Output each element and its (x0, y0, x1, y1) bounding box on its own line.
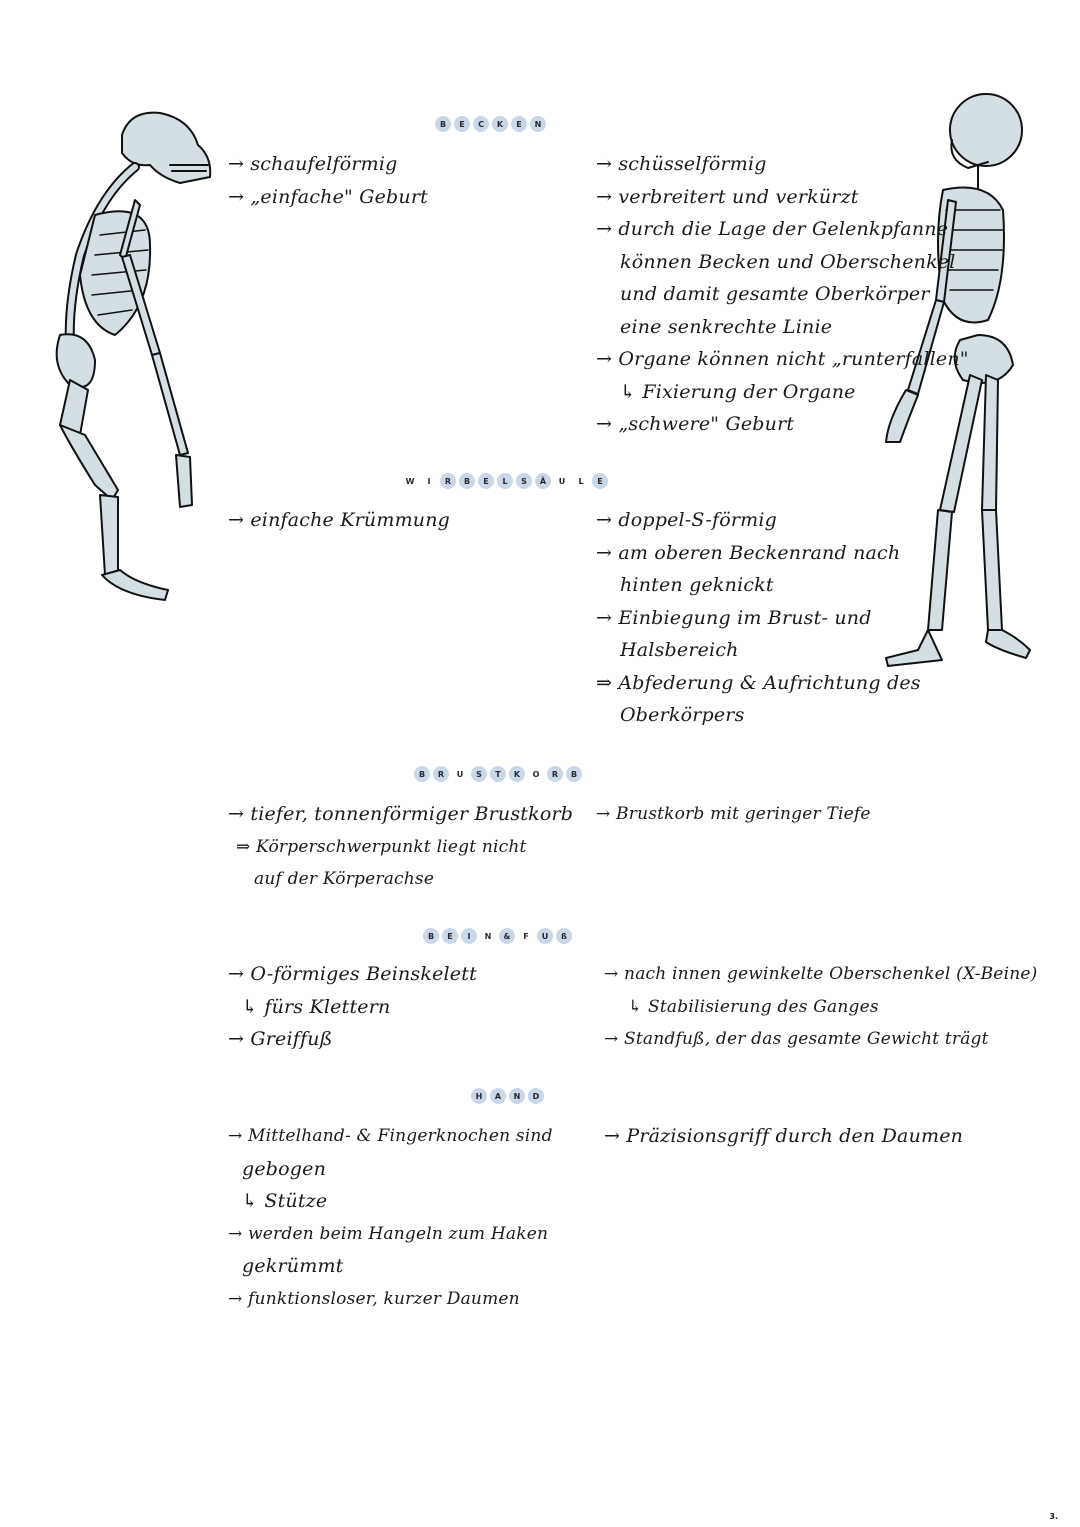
heading-letter: N (509, 1088, 525, 1104)
ape-skeleton-illustration (40, 105, 220, 615)
heading-letter: R (433, 766, 449, 782)
wirbelsaeule-ape-notes (228, 504, 450, 537)
note-line: ⇒ Abfederung & Aufrichtung des (596, 671, 921, 694)
note-line: ↳ Stütze (242, 1190, 328, 1212)
wirbelsaeule-human-notes (596, 504, 921, 732)
heading-becken (435, 116, 546, 132)
heading-letter: F (523, 931, 529, 941)
heading-letter: ß (556, 928, 572, 944)
heading-letter: & (499, 928, 515, 944)
note-line: → werden beim Hangeln zum Haken (228, 1223, 549, 1244)
heading-letter: B (566, 766, 582, 782)
brustkorb-ape-notes (228, 798, 573, 896)
heading-letter: S (516, 473, 532, 489)
heading-letter: L (578, 476, 584, 486)
heading-letter: D (528, 1088, 544, 1104)
heading-letter: T (490, 766, 506, 782)
heading-letter: I (461, 928, 477, 944)
heading-letter: U (537, 928, 553, 944)
note-line: ↳ Fixierung der Organe (620, 380, 856, 403)
heading-letter: B (414, 766, 430, 782)
hand-ape-notes (228, 1120, 553, 1315)
note-line: → schüsselförmig (596, 153, 767, 175)
becken-ape-notes (228, 148, 428, 213)
note-line: Halsbereich (620, 639, 739, 661)
note-line: auf der Körperachse (254, 869, 435, 889)
becken-human-notes (596, 148, 969, 441)
heading-letter: E (592, 473, 608, 489)
heading-letter: E (478, 473, 494, 489)
heading-letter: E (454, 116, 470, 132)
heading-brustkorb (414, 766, 582, 782)
heading-letter: N (530, 116, 546, 132)
heading-bein-fuss (423, 928, 572, 944)
note-line: können Becken und Oberschenkel (620, 250, 956, 273)
note-line: → tiefer, tonnenförmiger Brustkorb (228, 803, 574, 825)
heading-letter: N (484, 931, 492, 941)
heading-letter: E (442, 928, 458, 944)
note-line: → „einfache" Geburt (228, 185, 428, 208)
page-number: 3. (1049, 1512, 1058, 1521)
note-line: → durch die Lage der Gelenkpfanne (596, 218, 949, 240)
note-line: → doppel-S-förmig (596, 509, 777, 531)
note-line: → funktionsloser, kurzer Daumen (228, 1288, 520, 1309)
heading-letter: C (473, 116, 489, 132)
note-line: und damit gesamte Oberkörper (620, 283, 930, 305)
heading-letter: K (492, 116, 508, 132)
note-line: → am oberen Beckenrand nach (596, 541, 901, 564)
note-line: → „schwere" Geburt (596, 413, 795, 435)
heading-letter: B (435, 116, 451, 132)
note-line: → Standfuß, der das gesamte Gewicht trägt (604, 1029, 989, 1049)
note-line: → Mittelhand- & Fingerknochen sind (228, 1126, 553, 1146)
note-line: → einfache Krümmung (228, 509, 451, 531)
heading-letter: W (405, 476, 415, 486)
bein-fuss-ape-notes (228, 958, 477, 1056)
heading-letter: B (423, 928, 439, 944)
note-line: → Organe können nicht „runterfallen" (596, 348, 969, 370)
heading-letter: B (459, 473, 475, 489)
note-line: → O-förmiges Beinskelett (228, 963, 477, 985)
heading-letter: U (558, 476, 566, 486)
note-line: → Greiffuß (228, 1028, 333, 1050)
note-line: gekrümmt (242, 1255, 344, 1277)
heading-letter: Ä (535, 473, 551, 489)
note-line: → Brustkorb mit geringer Tiefe (596, 804, 871, 824)
heading-letter: U (456, 769, 464, 779)
note-line: → Präzisionsgriff durch den Daumen (604, 1125, 964, 1147)
heading-letter: R (440, 473, 456, 489)
heading-wirbelsaeule (402, 473, 608, 489)
note-line: → nach innen gewinkelte Oberschenkel (X-Beine) (604, 964, 1038, 984)
heading-letter: I (427, 476, 431, 486)
bein-fuss-human-notes (604, 958, 1037, 1056)
heading-letter: H (471, 1088, 487, 1104)
heading-letter: R (547, 766, 563, 782)
heading-hand (471, 1088, 544, 1104)
heading-letter: O (532, 769, 540, 779)
heading-letter: A (490, 1088, 506, 1104)
note-line: Oberkörpers (620, 704, 745, 726)
note-line: → schaufelförmig (228, 153, 398, 175)
brustkorb-human-notes (596, 798, 871, 831)
heading-letter: L (497, 473, 513, 489)
heading-letter: K (509, 766, 525, 782)
note-line: ⇒ Körperschwerpunkt liegt nicht (236, 836, 527, 857)
note-line: ↳ Stabilisierung des Ganges (628, 996, 879, 1017)
note-line: → verbreitert und verkürzt (596, 185, 859, 208)
heading-letter: S (471, 766, 487, 782)
hand-human-notes (604, 1120, 963, 1153)
note-line: gebogen (242, 1157, 327, 1180)
note-line: ↳ fürs Klettern (242, 995, 391, 1018)
note-line: → Einbiegung im Brust- und (596, 606, 872, 629)
note-line: eine senkrechte Linie (620, 315, 833, 338)
heading-letter: E (511, 116, 527, 132)
note-line: hinten geknickt (620, 574, 774, 596)
